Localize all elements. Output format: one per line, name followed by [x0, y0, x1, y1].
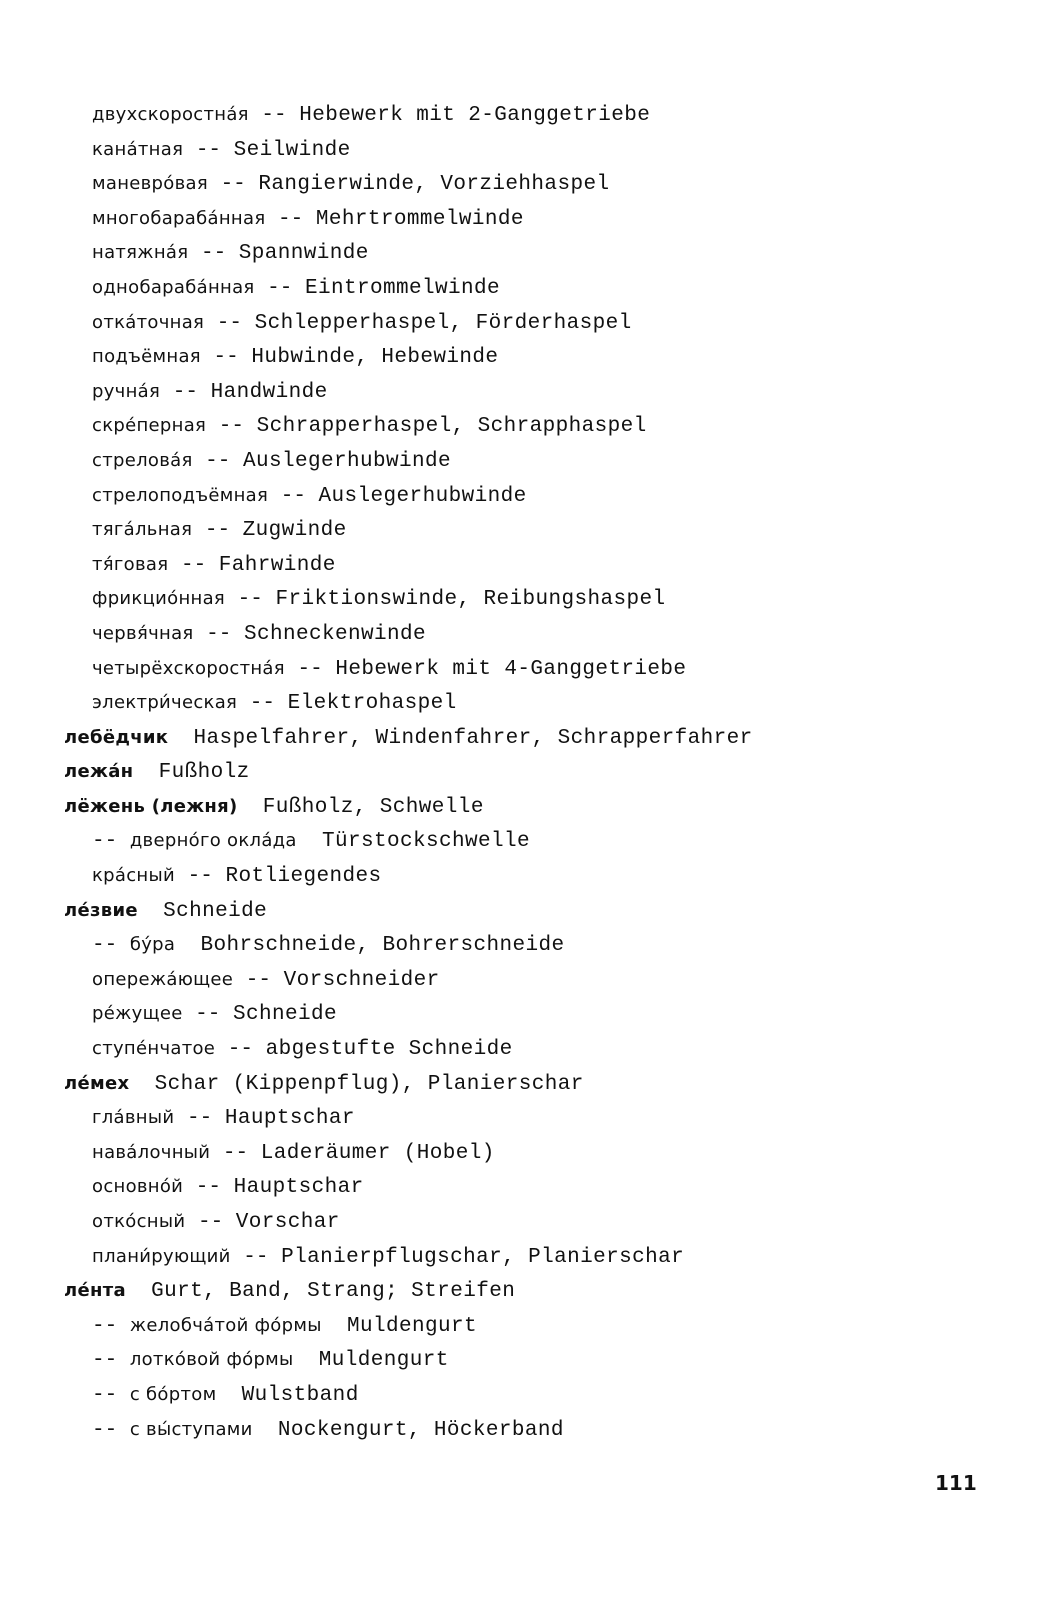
- entry-separator: --: [233, 968, 284, 992]
- head-entry: [64, 788, 1024, 823]
- german-translation: Schrapperhaspel, Schrapphaspel: [256, 415, 647, 439]
- head-entry: [64, 719, 1024, 754]
- german-translation: Friktionswinde, Reibungshaspel: [275, 588, 666, 612]
- russian-term: подъёмная: [92, 346, 201, 368]
- entry-separator: [175, 934, 200, 957]
- russian-term: с вы́ступами: [129, 1418, 253, 1440]
- sub-entry: [64, 650, 1024, 685]
- entry-separator: [126, 1280, 151, 1303]
- german-translation: Hebewerk mit 4-Ganggetriebe: [335, 657, 687, 681]
- sub-entry: [64, 1307, 1024, 1342]
- russian-term: основно́й: [92, 1176, 184, 1198]
- entry-dash-prefix: --: [92, 1418, 130, 1442]
- sub-entry: [64, 1238, 1024, 1273]
- german-translation: Haspelfahrer, Windenfahrer, Schrapperfahrer: [193, 726, 753, 750]
- russian-term: тя́говая: [92, 553, 169, 575]
- entry-separator: --: [188, 242, 239, 266]
- russian-term: многобараба́нная: [92, 207, 266, 229]
- russian-term: кана́тная: [92, 138, 184, 160]
- entry-separator: --: [254, 276, 305, 300]
- russian-term: стрелоподъёмная: [92, 484, 269, 506]
- sub-entry: [64, 304, 1024, 339]
- sub-entry: [64, 1168, 1024, 1203]
- entry-separator: --: [207, 173, 259, 197]
- german-translation: Hauptschar: [224, 1107, 355, 1131]
- german-translation: Hubwinde, Hebewinde: [251, 346, 499, 370]
- russian-term: плани́рующий: [92, 1245, 231, 1267]
- russian-term: двухскоростна́я: [92, 104, 249, 125]
- russian-term: гла́вный: [92, 1107, 175, 1129]
- sub-entry: [64, 615, 1024, 650]
- russian-term: ле́нта: [64, 1280, 126, 1302]
- entry-separator: --: [185, 1211, 236, 1234]
- entry-separator: --: [206, 415, 257, 439]
- entry-separator: [129, 1073, 154, 1096]
- entry-dash-prefix: --: [92, 1349, 130, 1373]
- russian-term: четырёхскоростна́я: [92, 657, 285, 679]
- german-translation: Fußholz, Schwelle: [262, 795, 484, 819]
- entry-list: [64, 96, 1024, 1445]
- russian-term: дверно́го окла́да: [129, 830, 297, 852]
- entry-separator: --: [183, 138, 234, 162]
- sub-entry: [64, 1099, 1024, 1134]
- sub-entry: [64, 338, 1024, 373]
- german-translation: Mehrtrommelwinde: [315, 207, 524, 231]
- russian-term: нава́лочный: [92, 1141, 211, 1163]
- russian-term: лотко́вой фо́рмы: [129, 1349, 294, 1371]
- sub-entry: [64, 926, 1024, 961]
- german-translation: Nockengurt, Höckerband: [277, 1418, 564, 1442]
- german-translation: Gurt, Band, Strang; Streifen: [151, 1280, 516, 1304]
- entry-separator: [322, 1315, 347, 1338]
- russian-term: ре́жущее: [92, 1003, 183, 1025]
- entry-separator: [133, 761, 158, 784]
- entry-separator: --: [175, 865, 226, 889]
- sub-entry: [64, 822, 1024, 857]
- entry-separator: --: [192, 449, 243, 473]
- entry-separator: --: [225, 588, 276, 612]
- entry-separator: --: [174, 1107, 225, 1131]
- russian-term: однобараба́нная: [92, 276, 255, 298]
- head-entry: [64, 1065, 1024, 1100]
- german-translation: Rangierwinde, Vorziehhaspel: [258, 173, 610, 197]
- sub-entry: [64, 269, 1024, 304]
- sub-entry: [64, 511, 1024, 546]
- entry-separator: --: [183, 1176, 234, 1200]
- russian-term: червя́чная: [92, 622, 194, 644]
- entry-separator: [297, 830, 322, 853]
- entry-separator: [253, 1419, 278, 1442]
- german-translation: Spannwinde: [238, 242, 369, 266]
- german-translation: Schneckenwinde: [243, 622, 426, 646]
- head-entry: [64, 1272, 1024, 1307]
- entry-separator: --: [237, 692, 288, 716]
- entry-separator: --: [284, 657, 336, 681]
- sub-entry: [64, 995, 1024, 1030]
- russian-term: натяжна́я: [92, 242, 189, 264]
- russian-term: маневро́вая: [92, 173, 208, 195]
- sub-entry: [64, 1134, 1024, 1169]
- sub-entry: [64, 1341, 1024, 1376]
- sub-entry: [64, 961, 1024, 996]
- german-translation: Rotliegendes: [225, 865, 382, 889]
- german-translation: Laderäumer (Hobel): [260, 1141, 495, 1165]
- german-translation: Schlepperhaspel, Förderhaspel: [254, 311, 632, 335]
- entry-separator: --: [265, 207, 316, 231]
- german-translation: Schar (Kippenpflug), Planierschar: [154, 1072, 584, 1096]
- entry-dash-prefix: --: [92, 1383, 130, 1407]
- entry-separator: --: [215, 1038, 266, 1062]
- german-translation: abgestufte Schneide: [265, 1038, 513, 1062]
- russian-term: отко́сный: [92, 1211, 186, 1232]
- russian-term: электри́ческая: [92, 692, 238, 714]
- sub-entry: [64, 407, 1024, 442]
- sub-entry: [64, 131, 1024, 166]
- german-translation: Fahrwinde: [218, 553, 336, 577]
- entry-separator: --: [168, 553, 219, 577]
- sub-entry: [64, 1203, 1024, 1238]
- sub-entry: [64, 373, 1024, 408]
- sub-entry: [64, 234, 1024, 269]
- german-translation: Vorschneider: [283, 968, 440, 992]
- entry-separator: [138, 900, 163, 923]
- page-number: 111: [935, 1471, 977, 1495]
- russian-term: фрикцио́нная: [92, 588, 226, 610]
- entry-separator: [294, 1349, 319, 1372]
- entry-separator: --: [200, 346, 252, 370]
- russian-term: лёжень (лежня): [64, 795, 238, 817]
- entry-separator: --: [182, 1003, 233, 1027]
- german-translation: Muldengurt: [346, 1314, 477, 1338]
- entry-separator: --: [160, 380, 211, 404]
- german-translation: Auslegerhubwinde: [243, 449, 452, 473]
- german-translation: Muldengurt: [318, 1349, 449, 1373]
- head-entry: [64, 753, 1024, 788]
- german-translation: Vorschar: [235, 1211, 340, 1234]
- german-translation: Planierpflugschar, Planierschar: [281, 1245, 685, 1269]
- russian-term: стрелова́я: [92, 449, 193, 471]
- sub-entry: [64, 442, 1024, 477]
- entry-dash-prefix: --: [92, 1314, 130, 1338]
- sub-entry: [64, 546, 1024, 581]
- entry-separator: [238, 796, 263, 819]
- russian-term: ступе́нчатое: [92, 1038, 216, 1060]
- entry-dash-prefix: --: [92, 934, 130, 958]
- german-translation: Hauptschar: [233, 1176, 364, 1200]
- russian-term: тяга́льная: [92, 519, 193, 541]
- russian-term: ручна́я: [92, 380, 161, 402]
- entry-separator: --: [230, 1245, 282, 1269]
- german-translation: Bohrschneide, Bohrerschneide: [200, 934, 565, 958]
- sub-entry: [64, 96, 1024, 131]
- russian-term: ле́звие: [64, 899, 138, 921]
- sub-entry: [64, 857, 1024, 892]
- russian-term: желобча́той фо́рмы: [129, 1314, 322, 1336]
- entry-separator: --: [193, 622, 244, 646]
- russian-term: опережа́ющее: [92, 968, 234, 990]
- russian-term: лежа́н: [64, 761, 134, 783]
- russian-term: ле́мех: [64, 1072, 130, 1094]
- german-translation: Türstockschwelle: [321, 830, 530, 854]
- sub-entry: [64, 1376, 1024, 1411]
- sub-entry: [64, 477, 1024, 512]
- entry-separator: --: [268, 484, 319, 508]
- entry-separator: --: [192, 519, 243, 543]
- russian-term: отка́точная: [92, 311, 205, 333]
- german-translation: Hebewerk mit 2-Ganggetriebe: [299, 104, 651, 127]
- german-translation: Zugwinde: [242, 519, 347, 543]
- sub-entry: [64, 1030, 1024, 1065]
- entry-separator: [216, 1384, 241, 1407]
- russian-term: кра́сный: [92, 865, 176, 887]
- german-translation: Handwinde: [210, 380, 328, 404]
- german-translation: Schneide: [233, 1003, 338, 1027]
- entry-separator: --: [210, 1141, 261, 1165]
- german-translation: Schneide: [163, 899, 268, 923]
- russian-term: бу́ра: [129, 934, 176, 956]
- german-translation: Wulstband: [241, 1383, 359, 1407]
- sub-entry: [64, 684, 1024, 719]
- head-entry: [64, 892, 1024, 927]
- entry-separator: [168, 727, 193, 750]
- sub-entry: [64, 200, 1024, 235]
- sub-entry: [64, 165, 1024, 200]
- german-translation: Elektrohaspel: [287, 692, 457, 716]
- german-translation: Eintrommelwinde: [304, 276, 501, 300]
- german-translation: Seilwinde: [233, 138, 351, 162]
- sub-entry: [64, 1411, 1024, 1446]
- german-translation: Fußholz: [158, 761, 250, 785]
- russian-term: скре́перная: [92, 415, 207, 437]
- sub-entry: [64, 580, 1024, 615]
- entry-dash-prefix: --: [92, 830, 130, 854]
- entry-separator: --: [248, 104, 300, 127]
- russian-term: с бо́ртом: [129, 1383, 217, 1405]
- entry-separator: --: [204, 311, 255, 335]
- russian-term: лебёдчик: [64, 726, 169, 748]
- german-translation: Auslegerhubwinde: [318, 484, 527, 508]
